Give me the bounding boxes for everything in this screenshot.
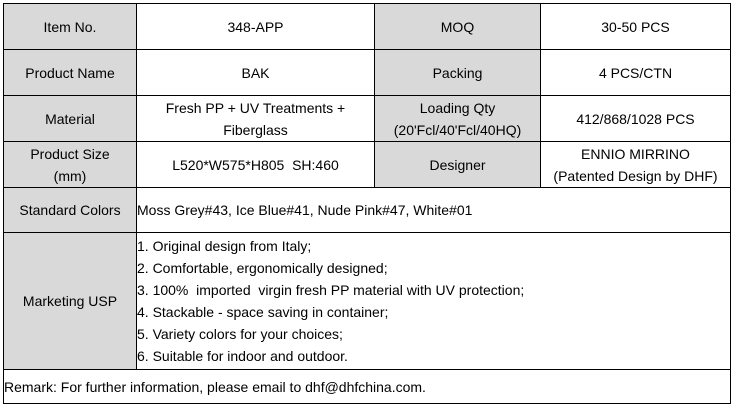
row-remark bbox=[4, 370, 731, 404]
row-marketing-usp bbox=[4, 233, 731, 370]
row-standard-colors bbox=[4, 188, 731, 233]
packing-label: Packing bbox=[375, 50, 541, 96]
material-value-line2: Fiberglass bbox=[223, 121, 288, 138]
packing-value: 4 PCS/CTN bbox=[541, 50, 731, 96]
row-material bbox=[4, 96, 731, 142]
designer-value-line1: ENNIO MIRRINO bbox=[581, 145, 690, 162]
usp-item: 1. Original design from Italy; bbox=[137, 238, 312, 254]
product-spec-table bbox=[3, 3, 731, 404]
loading-qty-value: 412/868/1028 PCS bbox=[541, 96, 731, 142]
usp-item: 4. Stackable - space saving in container; bbox=[137, 304, 389, 320]
marketing-usp-label: Marketing USP bbox=[4, 233, 137, 370]
item-no-label: Item No. bbox=[4, 4, 137, 50]
product-size-value: L520*W575*H805 SH:460 bbox=[137, 142, 375, 188]
loading-qty-label-line1: Loading Qty bbox=[419, 99, 496, 116]
moq-value: 30-50 PCS bbox=[541, 4, 731, 50]
loading-qty-label-line2: (20'Fcl/40'Fcl/40HQ) bbox=[393, 121, 522, 138]
product-size-label-line2: (mm) bbox=[53, 167, 87, 184]
standard-colors-value: Moss Grey#43, Ice Blue#41, Nude Pink#47, White#01 bbox=[137, 188, 731, 233]
product-size-label bbox=[4, 142, 137, 188]
product-name-label: Product Name bbox=[4, 50, 137, 96]
usp-item: 6. Suitable for indoor and outdoor. bbox=[137, 348, 348, 364]
product-name-value: BAK bbox=[137, 50, 375, 96]
row-product-name bbox=[4, 50, 731, 96]
loading-qty-label bbox=[375, 96, 541, 142]
usp-item: 2. Comfortable, ergonomically designed; bbox=[137, 260, 388, 276]
designer-label: Designer bbox=[375, 142, 541, 188]
item-no-value: 348-APP bbox=[137, 4, 375, 50]
moq-label: MOQ bbox=[375, 4, 541, 50]
material-value-line1: Fresh PP + UV Treatments + bbox=[165, 99, 346, 116]
product-size-label-line1: Product Size bbox=[30, 145, 110, 162]
row-item-no bbox=[4, 4, 731, 50]
material-label: Material bbox=[4, 96, 137, 142]
designer-value bbox=[541, 142, 731, 188]
material-value bbox=[137, 96, 375, 142]
marketing-usp-list bbox=[137, 233, 731, 370]
row-product-size bbox=[4, 142, 731, 188]
standard-colors-label: Standard Colors bbox=[4, 188, 137, 233]
usp-item: 5. Variety colors for your choices; bbox=[137, 326, 343, 342]
usp-item: 3. 100% imported virgin fresh PP material with UV protection; bbox=[137, 282, 525, 298]
remark-text: Remark: For further information, please email to dhf@dhfchina.com. bbox=[4, 370, 731, 404]
designer-value-line2: (Patented Design by DHF) bbox=[553, 167, 718, 184]
